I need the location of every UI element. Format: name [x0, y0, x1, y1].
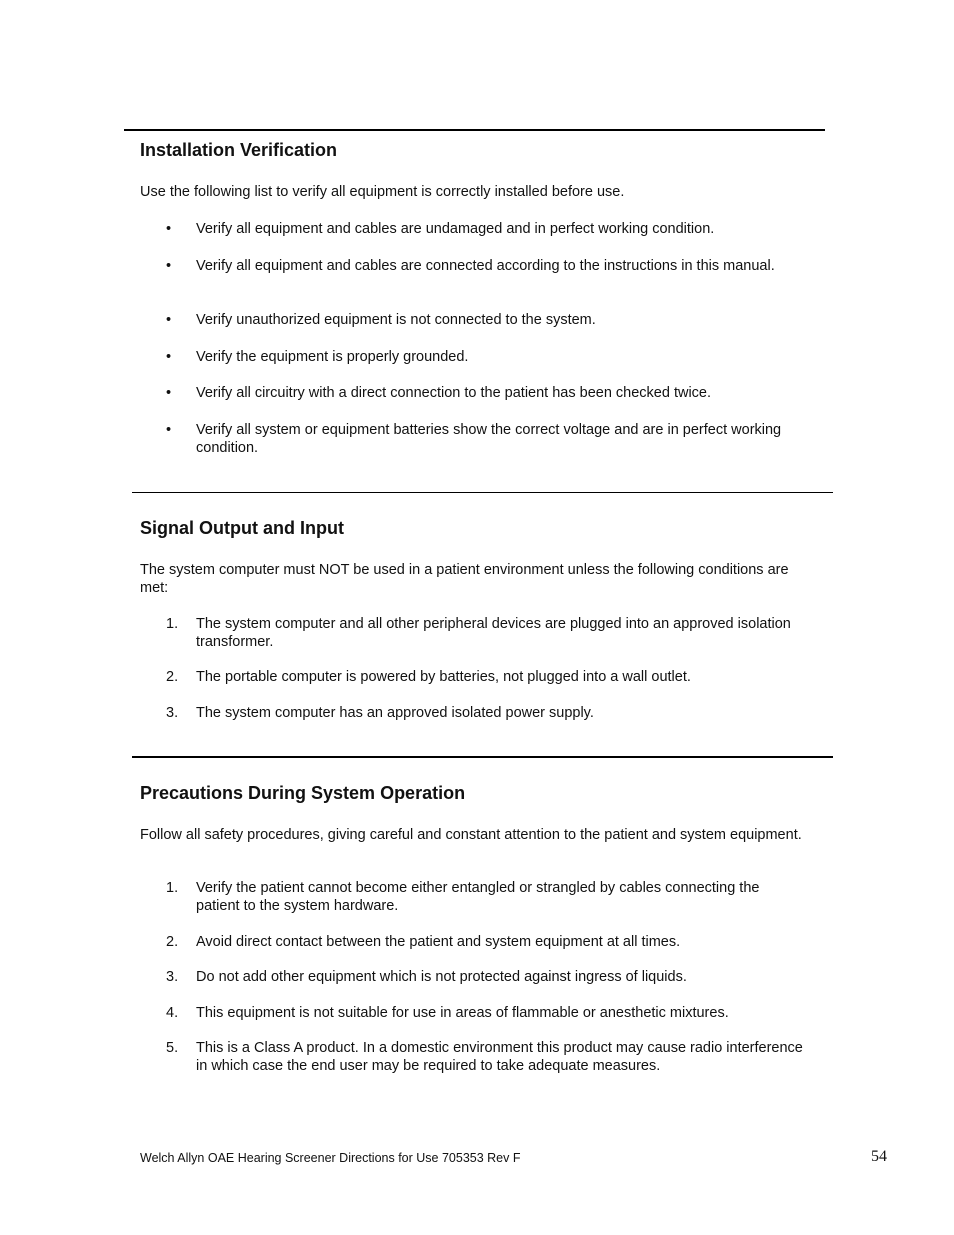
list-number: 2. [166, 669, 179, 685]
list-item [166, 384, 806, 402]
list-item [166, 220, 806, 238]
list-item-text: This is a Class A product. In a domestic environment this product may cause radio interference in which case the end user may be required to take adequate measures. [196, 1040, 803, 1074]
bullet-marker: • [166, 349, 172, 365]
list-number: 3. [166, 705, 179, 721]
list-item [166, 615, 806, 651]
list-item [166, 1004, 806, 1022]
list-item-text: Verify all system or equipment batteries show the correct voltage and are in perfect working condition. [196, 422, 782, 456]
list-item [166, 311, 806, 329]
list-number: 5. [166, 1040, 179, 1056]
page-footer-text: Welch Allyn OAE Hearing Screener Directions for Use 705353 Rev F [140, 1151, 521, 1165]
list-item [166, 668, 806, 686]
bullet-marker: • [166, 422, 172, 438]
list-item-text: Avoid direct contact between the patient and system equipment at all times. [196, 934, 681, 950]
bullet-marker: • [166, 221, 172, 237]
list-item-text: This equipment is not suitable for use in areas of flammable or anesthetic mixtures. [196, 1005, 729, 1021]
list-item-text: Verify the patient cannot become either entangled or strangled by cables connecting the patient to the system hardware. [196, 880, 760, 914]
list-item-text: Verify the equipment is properly grounded. [196, 349, 469, 365]
list-number: 1. [166, 616, 179, 632]
section-heading-precautions: Precautions During System Operation [140, 783, 466, 803]
section-divider [132, 756, 833, 758]
list-item [166, 933, 806, 951]
list-item [166, 421, 806, 457]
section-divider [132, 492, 833, 493]
list-number: 1. [166, 880, 179, 896]
list-number: 2. [166, 934, 179, 950]
section-heading-signal-output-input: Signal Output and Input [140, 518, 344, 538]
section-intro: Follow all safety procedures, giving careful and constant attention to the patient and system equipment. [140, 827, 802, 843]
list-item-text: The system computer and all other peripheral devices are plugged into an approved isolation transformer. [196, 616, 791, 650]
list-number: 4. [166, 1005, 179, 1021]
list-item [166, 968, 806, 986]
section-intro: The system computer must NOT be used in a patient environment unless the following conditions are met: [140, 562, 789, 596]
bullet-marker: • [166, 312, 172, 328]
list-item-text: Verify all circuitry with a direct connection to the patient has been checked twice. [196, 385, 712, 401]
list-item [166, 348, 806, 366]
list-item-text: Do not add other equipment which is not protected against ingress of liquids. [196, 969, 687, 985]
list-item-text: Verify all equipment and cables are undamaged and in perfect working condition. [196, 221, 715, 237]
list-item-text: The system computer has an approved isolated power supply. [196, 705, 594, 721]
section-heading-installation-verification: Installation Verification [140, 140, 338, 160]
list-item [166, 1039, 806, 1075]
list-item-text: Verify all equipment and cables are connected according to the instructions in this manual. [196, 258, 775, 274]
list-item-text: The portable computer is powered by batteries, not plugged into a wall outlet. [196, 669, 691, 685]
list-item-text: Verify unauthorized equipment is not connected to the system. [196, 312, 596, 328]
list-item [166, 879, 806, 915]
page-number: 54 [871, 1148, 887, 1165]
section-divider-top [124, 129, 825, 131]
bullet-marker: • [166, 385, 172, 401]
list-item [166, 704, 806, 722]
section-intro: Use the following list to verify all equipment is correctly installed before use. [140, 184, 625, 200]
list-number: 3. [166, 969, 179, 985]
list-item [166, 257, 806, 275]
bullet-marker: • [166, 258, 172, 274]
